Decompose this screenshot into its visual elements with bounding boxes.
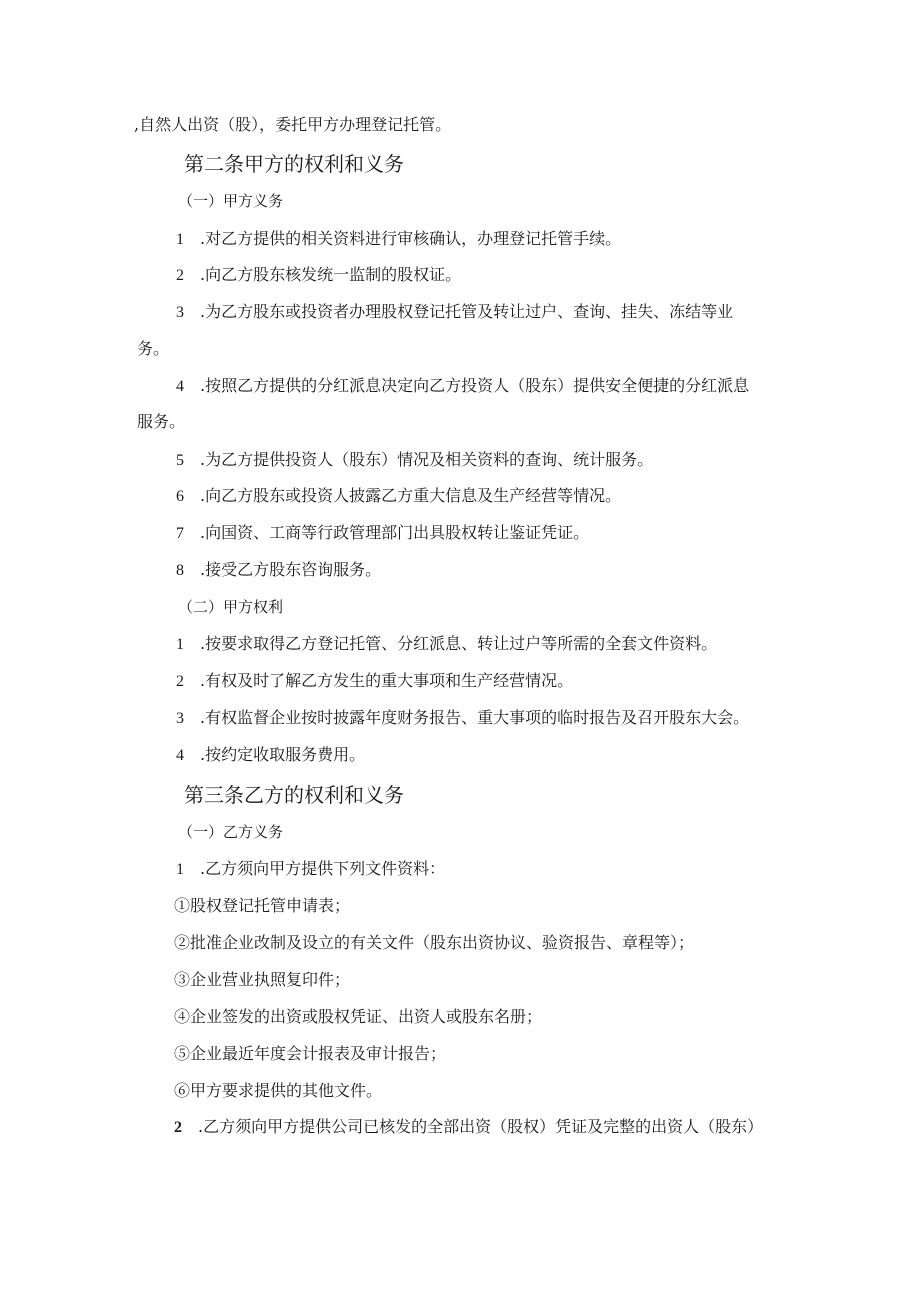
article-2-right-4 — [176, 745, 365, 766]
article-2-duty-8 — [176, 560, 381, 581]
item-text: .向乙方股东核发统一监制的股权证。 — [200, 265, 462, 284]
item-number: 8 — [176, 562, 184, 579]
sub-item-3: ③企业营业执照复印件； — [174, 970, 351, 989]
item-number: 1 — [176, 861, 184, 878]
item-text: .为乙方提供投资人（股东）情况及相关资料的查询、统计服务。 — [200, 450, 654, 469]
item-text: .为乙方股东或投资者办理股权登记托管及转让过户、查询、挂失、冻结等业 — [200, 302, 734, 321]
sub-item-6: ⑥甲方要求提供的其他文件。 — [174, 1081, 383, 1100]
item-text: .按要求取得乙方登记托管、分红派息、转让过户等所需的全套文件资料。 — [200, 634, 718, 653]
item-number: 6 — [176, 488, 184, 505]
item-number: 4 — [176, 378, 184, 395]
article-2-section-1-title: （一）甲方义务 — [178, 192, 284, 210]
item-text: .向乙方股东或投资人披露乙方重大信息及生产经营等情况。 — [200, 486, 622, 505]
article-3-section-1-title: （一）乙方义务 — [178, 823, 284, 841]
item-text: .有权监督企业按时披露年度财务报告、重大事项的临时报告及召开股东大会。 — [200, 708, 750, 727]
intro-line: ,自然人出资（股），委托甲方办理登记托管。 — [134, 115, 452, 134]
article-2-duty-6 — [176, 486, 621, 507]
item-text: .乙方须向甲方提供下列文件资料： — [200, 859, 446, 878]
item-number: 7 — [176, 525, 184, 542]
article-3-duty-1 — [176, 859, 445, 880]
article-2-section-2-title: （二）甲方权利 — [178, 598, 284, 616]
item-number: 1 — [176, 231, 184, 248]
item-number: 2 — [174, 1119, 182, 1136]
item-number: 5 — [176, 452, 184, 469]
item-text: .有权及时了解乙方发生的重大事项和生产经营情况。 — [200, 671, 574, 690]
article-2-duty-3-continuation: 务。 — [137, 339, 170, 358]
sub-item-4: ④企业签发的出资或股权凭证、出资人或股东名册； — [174, 1007, 543, 1026]
item-number: 1 — [176, 636, 184, 653]
article-2-heading: 第二条甲方的权利和义务 — [184, 152, 404, 176]
item-text: .对乙方提供的相关资料进行审核确认，办理登记托管手续。 — [200, 229, 622, 248]
article-2-duty-2 — [176, 265, 461, 286]
article-2-right-3 — [176, 708, 749, 729]
item-number: 2 — [176, 673, 184, 690]
article-2-duty-3 — [176, 302, 733, 323]
article-2-duty-4-continuation: 服务。 — [137, 412, 186, 431]
item-number: 4 — [176, 747, 184, 764]
article-2-right-2 — [176, 671, 573, 692]
item-number: 3 — [176, 304, 184, 321]
article-3-heading: 第三条乙方的权利和义务 — [184, 783, 404, 807]
item-text: .按约定收取服务费用。 — [200, 745, 366, 764]
article-2-duty-1 — [176, 229, 621, 250]
item-text: .乙方须向甲方提供公司已核发的全部出资（股权）凭证及完整的出资人（股东） — [198, 1117, 764, 1136]
article-2-duty-5 — [176, 450, 653, 471]
article-2-right-1 — [176, 634, 717, 655]
sub-item-1: ①股权登记托管申请表； — [174, 896, 351, 915]
article-2-duty-4 — [176, 376, 749, 397]
article-3-duty-2 — [174, 1117, 763, 1138]
sub-item-5: ⑤企业最近年度会计报表及审计报告； — [174, 1044, 447, 1063]
item-text: .接受乙方股东咨询服务。 — [200, 560, 382, 579]
sub-item-2: ②批准企业改制及设立的有关文件（股东出资协议、验资报告、章程等）； — [174, 933, 695, 952]
article-2-duty-7 — [176, 523, 589, 544]
item-text: .向国资、工商等行政管理部门出具股权转让鉴证凭证。 — [200, 523, 590, 542]
item-number: 2 — [176, 267, 184, 284]
item-number: 3 — [176, 710, 184, 727]
item-text: .按照乙方提供的分红派息决定向乙方投资人（股东）提供安全便捷的分红派息 — [200, 376, 750, 395]
